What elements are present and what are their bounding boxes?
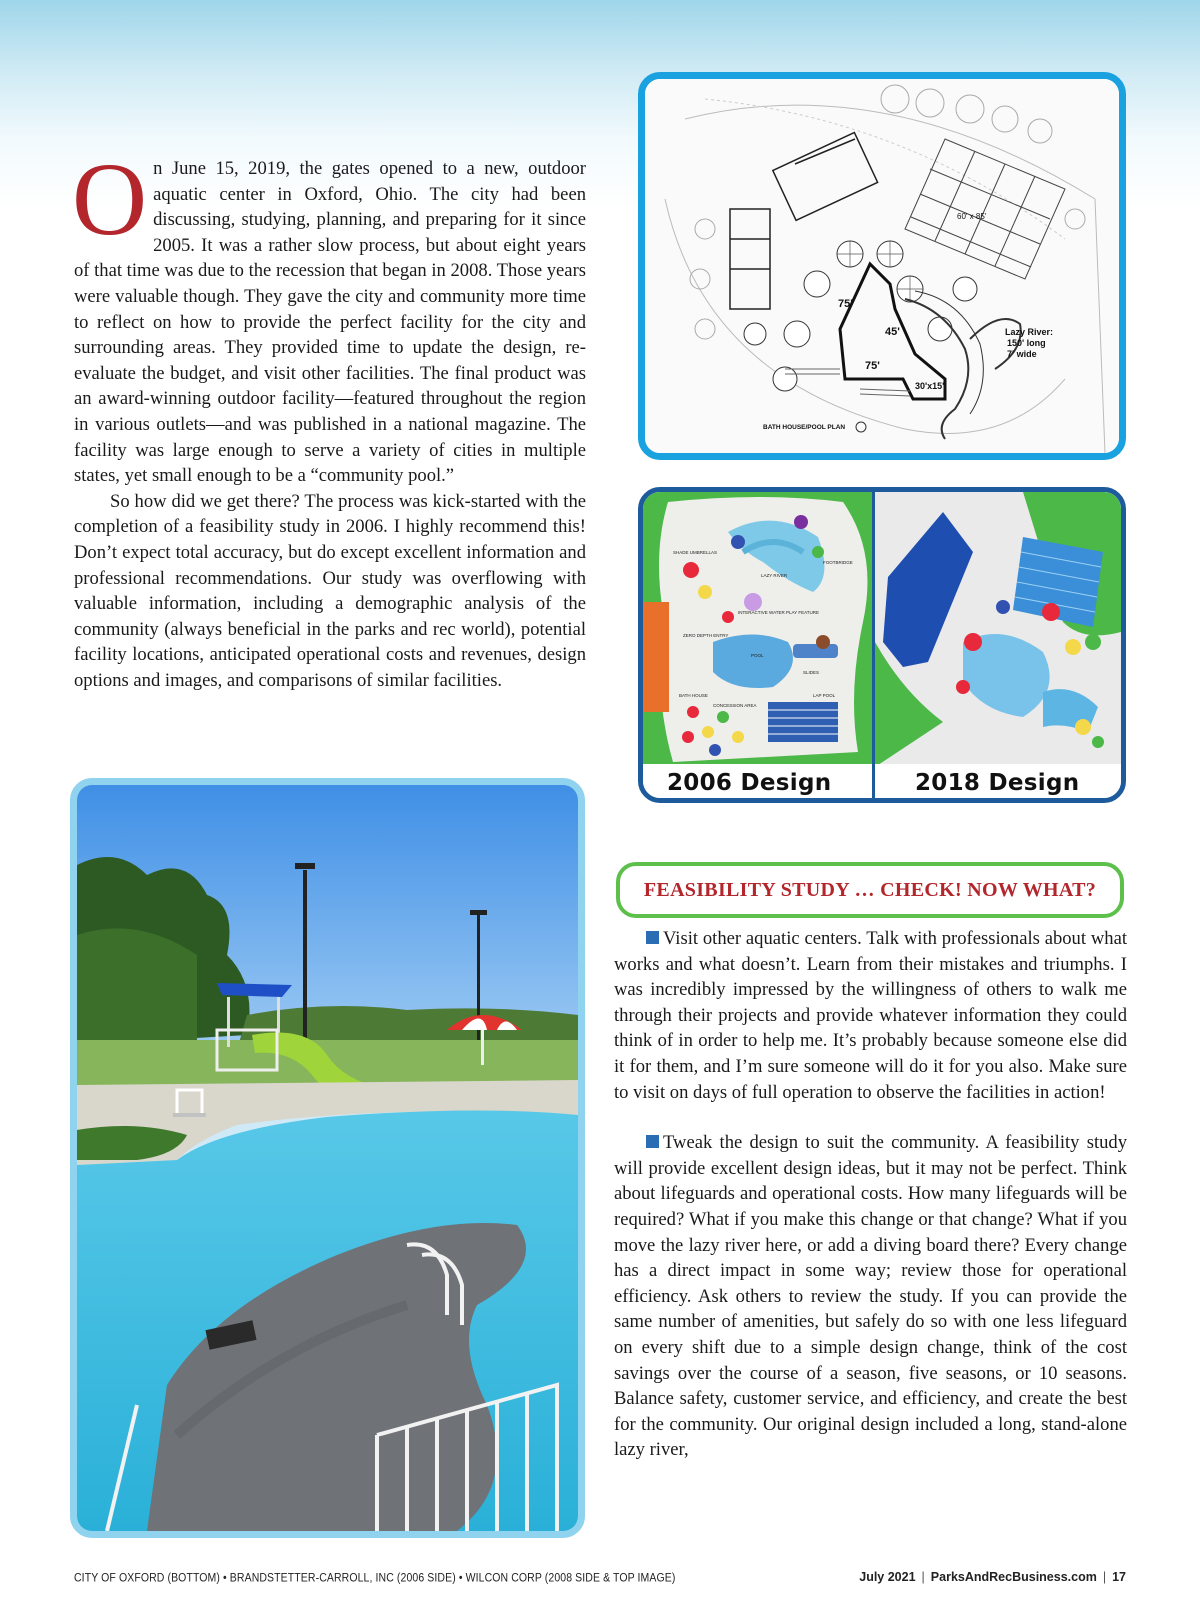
label-zero-depth: ZERO DEPTH ENTRY — [683, 633, 729, 638]
lazy-river-label-3: 7' wide — [1007, 349, 1037, 359]
lazy-river-label-2: 150' long — [1007, 338, 1046, 348]
design-2018-panel — [875, 492, 1121, 767]
label-footbridge: FOOTBRIDGE — [823, 560, 853, 565]
design-comparison-image — [638, 487, 1126, 803]
square-bullet-icon — [646, 931, 659, 944]
drop-cap: O — [72, 142, 148, 257]
aquatic-center-photo — [70, 778, 585, 1538]
label-concession: CONCESSION AREA — [713, 703, 757, 708]
sidebar-column — [614, 926, 1127, 1463]
issue-date: July 2021 — [859, 1570, 916, 1584]
pool-plan-image — [638, 72, 1126, 460]
design-comparison-drawing — [643, 492, 1121, 798]
site-name: ParksAndRecBusiness.com — [930, 1570, 1097, 1584]
sidebar-bullet-1-text: Visit other aquatic centers. Talk with professionals about what works and what doesn’t. Learn from their mistakes and triumphs. I was incredibly impressed by the willingness of others to walk me through their projects and provide whatever information they could think of in order to help me. It’s probably because someone else did it for them, and I’m sure someone will do it for you also. Make sure to visit on days of full operation to observe the facilities in action! — [614, 928, 1127, 1103]
dim-45: 45' — [885, 326, 900, 338]
dim-30x15: 30'x15' — [915, 381, 945, 391]
sidebar-paragraph-2 — [614, 1130, 1127, 1463]
label-slides: SLIDES — [803, 670, 820, 675]
label-interactive: INTERACTIVE WATER PLAY FEATURE — [738, 610, 820, 615]
plan-title: BATH HOUSE/POOL PLAN — [763, 424, 846, 431]
sidebar-paragraph-1 — [614, 926, 1127, 1105]
label-2006-design: 2006 Design — [667, 770, 832, 796]
article-paragraph-2: So how did we get there? The process was kick-started with the completion of a feasibility study in 2006. I highly recommend this! Don’t expect total accuracy, but do except excellent information and professional recommendations. Our study was overflowing with valuable information, including a demographic analysis of the community (always beneficial in the parks and rec world), potential facility locations, anticipated operational costs and revenues, design options and images, and comparisons of similar facilities. — [74, 490, 586, 691]
sidebar-bullet-2-text: Tweak the design to suit the community. A feasibility study will provide excellent design ideas, but it may not be perfect. Think about lifeguards and operational costs. How many lifeguards will be required? What if you make this change or that change? What if you move the lazy river here, or add a diving board there? Every change has a direct impact in some way; review those for operational efficiency. Ask others to review the study. If you can provide the same number of amenities, but safely do so with one less lifeguard on every shift due to a simple design change, think of the cost savings over the course of a season, five seasons, or 10 seasons. Balance safety, customer service, and efficiency, and create the best for the community. Our original design included a long, stand-alone lazy river, — [614, 1132, 1127, 1461]
square-bullet-icon — [646, 1135, 659, 1148]
sidebar-title: FEASIBILITY STUDY … CHECK! NOW WHAT? — [643, 878, 1097, 901]
photo-credits: CITY OF OXFORD (BOTTOM) • BRANDSTETTER-CARROLL, INC (2006 SIDE) • WILCON CORP (2008 SIDE & TOP IMAGE) — [74, 1571, 676, 1585]
label-2018-design: 2018 Design — [915, 770, 1080, 796]
lazy-river-label-1: Lazy River: — [1005, 327, 1054, 337]
label-bathhouse: BATH HOUSE — [679, 693, 708, 698]
label-shade: SHADE UMBRELLAS — [673, 550, 718, 555]
dim-75-bottom: 75' — [865, 360, 880, 372]
pool-plan-drawing — [645, 79, 1119, 453]
article-paragraph-1: n June 15, 2019, the gates opened to a new, outdoor aquatic center in Oxford, Ohio. The city had been discussing, studying, planning, and preparing for it since 2005. It was a rather slow process, but about eight years of that time was due to the recession that began in 2008. Those years were valuable though. They gave the city and community more time to reflect on how to provide the perfect facility for the city and surrounding areas. They provided time to update the design, re-evaluate the budget, and visit other facilities. The final product was an award-winning outdoor facility—featured throughout the region in various outlets—and was published in a national magazine. The facility was large enough to serve a variety of cities in multiple states, yet small enough to be a “community pool.” — [74, 158, 586, 487]
label-lap-pool: LAP POOL — [813, 693, 836, 698]
article-left-column — [72, 142, 586, 693]
page-number: 17 — [1112, 1570, 1126, 1584]
label-pool: POOL — [751, 653, 764, 658]
aquatic-center-photo-drawing — [77, 785, 578, 1531]
dim-pool-label: 60' x 85' — [957, 212, 987, 221]
design-2006-panel — [643, 492, 873, 767]
sidebar-header-box — [616, 862, 1124, 918]
dim-75-top: 75' — [838, 298, 853, 310]
label-lazy-river: LAZY RIVER — [761, 573, 788, 578]
page-footer: July 2021 | ParksAndRecBusiness.com | 17 — [859, 1570, 1126, 1584]
